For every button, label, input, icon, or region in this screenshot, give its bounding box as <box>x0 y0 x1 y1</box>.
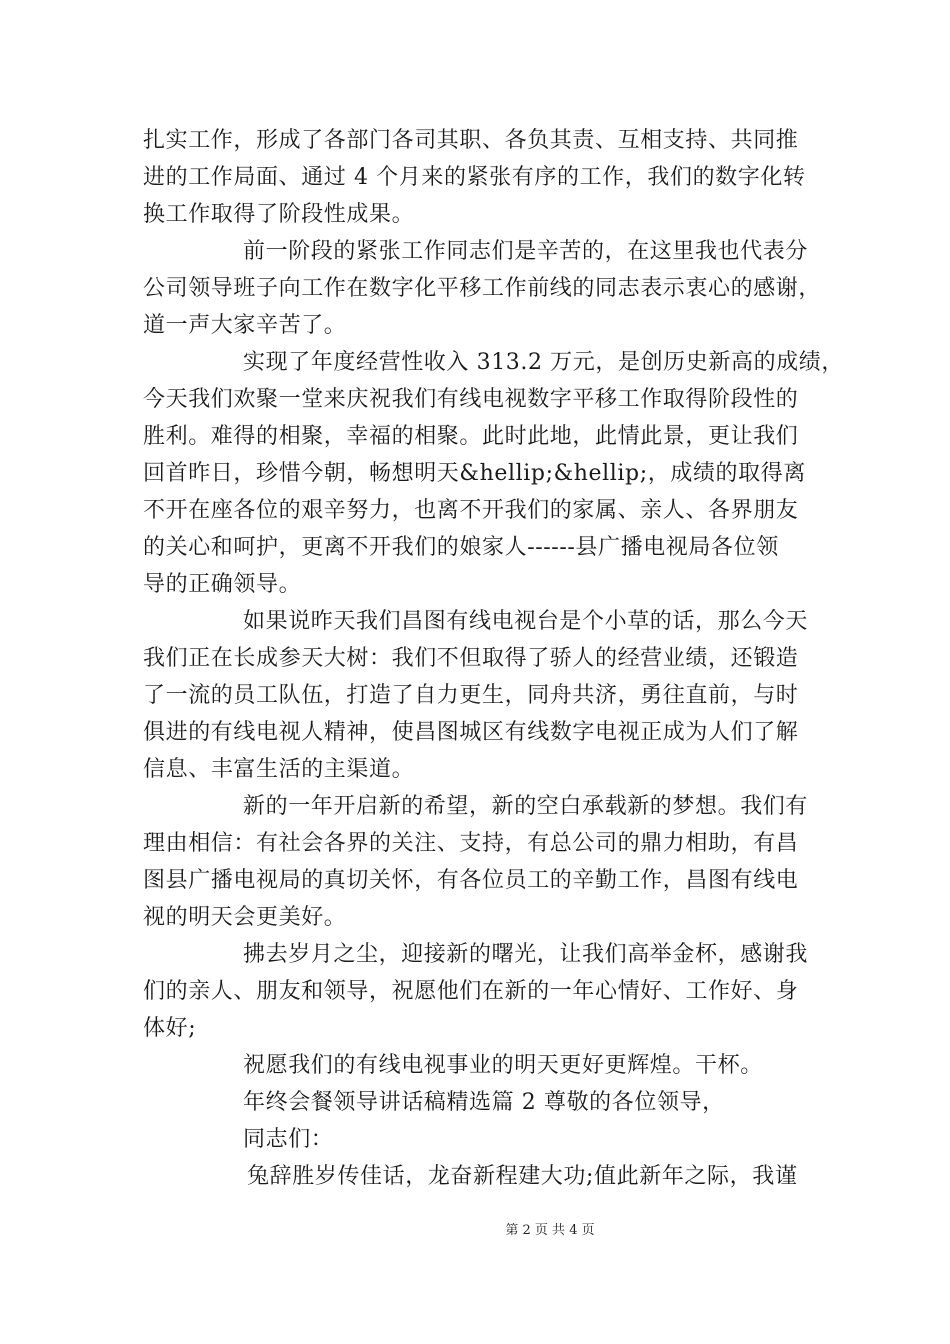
text-line: 理由相信：有社会各界的关注、支持，有总公司的鼎力相助，有昌 <box>143 831 799 856</box>
text-line: 换工作取得了阶段性成果。 <box>143 202 415 227</box>
text-line: 视的明天会更美好。 <box>143 905 347 930</box>
text-line: 们的亲人、朋友和领导，祝愿他们在新的一年心情好、工作好、身 <box>143 979 799 1004</box>
paragraph-start-line: 同志们： <box>243 1127 334 1152</box>
text-line: 胜利。难得的相聚，幸福的相聚。此时此地，此情此景，更让我们 <box>143 424 799 449</box>
paragraph-start-line: 兔辞胜岁传佳话，龙奋新程建大功;值此新年之际，我谨 <box>247 1164 798 1189</box>
text-line: 我们正在长成参天大树：我们不但取得了骄人的经营业绩，还锻造 <box>143 646 799 671</box>
text-line: 信息、丰富生活的主渠道。 <box>143 757 415 782</box>
text-line: 回首昨日，珍惜今朝，畅想明天&hellip;&hellip;，成绩的取得离 <box>143 461 806 486</box>
paragraph-start-line: 祝愿我们的有线电视事业的明天更好更辉煌。干杯。 <box>243 1053 763 1078</box>
paragraph-start-line: 实现了年度经营性收入 313.2 万元，是创历史新高的成绩， <box>243 350 844 375</box>
text-line: 进的工作局面、通过 4 个月来的紧张有序的工作，我们的数字化转 <box>143 165 806 190</box>
text-line: 体好; <box>143 1016 197 1041</box>
paragraph-start-line: 前一阶段的紧张工作同志们是辛苦的，在这里我也代表分 <box>243 239 809 264</box>
text-line: 今天我们欢聚一堂来庆祝我们有线电视数字平移工作取得阶段性的 <box>143 387 799 412</box>
paragraph-start-line: 新的一年开启新的希望，新的空白承载新的梦想。我们有 <box>243 794 809 819</box>
text-line: 导的正确领导。 <box>143 572 302 597</box>
paragraph-start-line: 拂去岁月之尘，迎接新的曙光，让我们高举金杯，感谢我 <box>243 942 809 967</box>
text-line: 图县广播电视局的真切关怀，有各位员工的辛勤工作，昌图有线电 <box>143 868 799 893</box>
text-line: 俱进的有线电视人精神，使昌图城区有线数字电视正成为人们了解 <box>143 720 799 745</box>
paragraph-start-line: 年终会餐领导讲话稿精选篇 2 尊敬的各位领导， <box>243 1090 725 1115</box>
paragraph-start-line: 如果说昨天我们昌图有线电视台是个小草的话，那么今天 <box>243 609 809 634</box>
text-line: 不开在座各位的艰辛努力，也离不开我们的家属、亲人、各界朋友 <box>143 498 799 523</box>
text-line: 的关心和呵护，更离不开我们的娘家人------县广播电视局各位领 <box>143 535 779 560</box>
text-line: 公司领导班子向工作在数字化平移工作前线的同志表示衷心的感谢， <box>143 276 822 301</box>
text-line: 道一声大家辛苦了。 <box>143 313 347 338</box>
page-number-footer: 第 2 页 共 4 页 <box>505 1223 595 1238</box>
text-line: 了一流的员工队伍，打造了自力更生，同舟共济，勇往直前，与时 <box>143 683 799 708</box>
text-line: 扎实工作，形成了各部门各司其职、各负其责、互相支持、共同推 <box>143 128 799 153</box>
